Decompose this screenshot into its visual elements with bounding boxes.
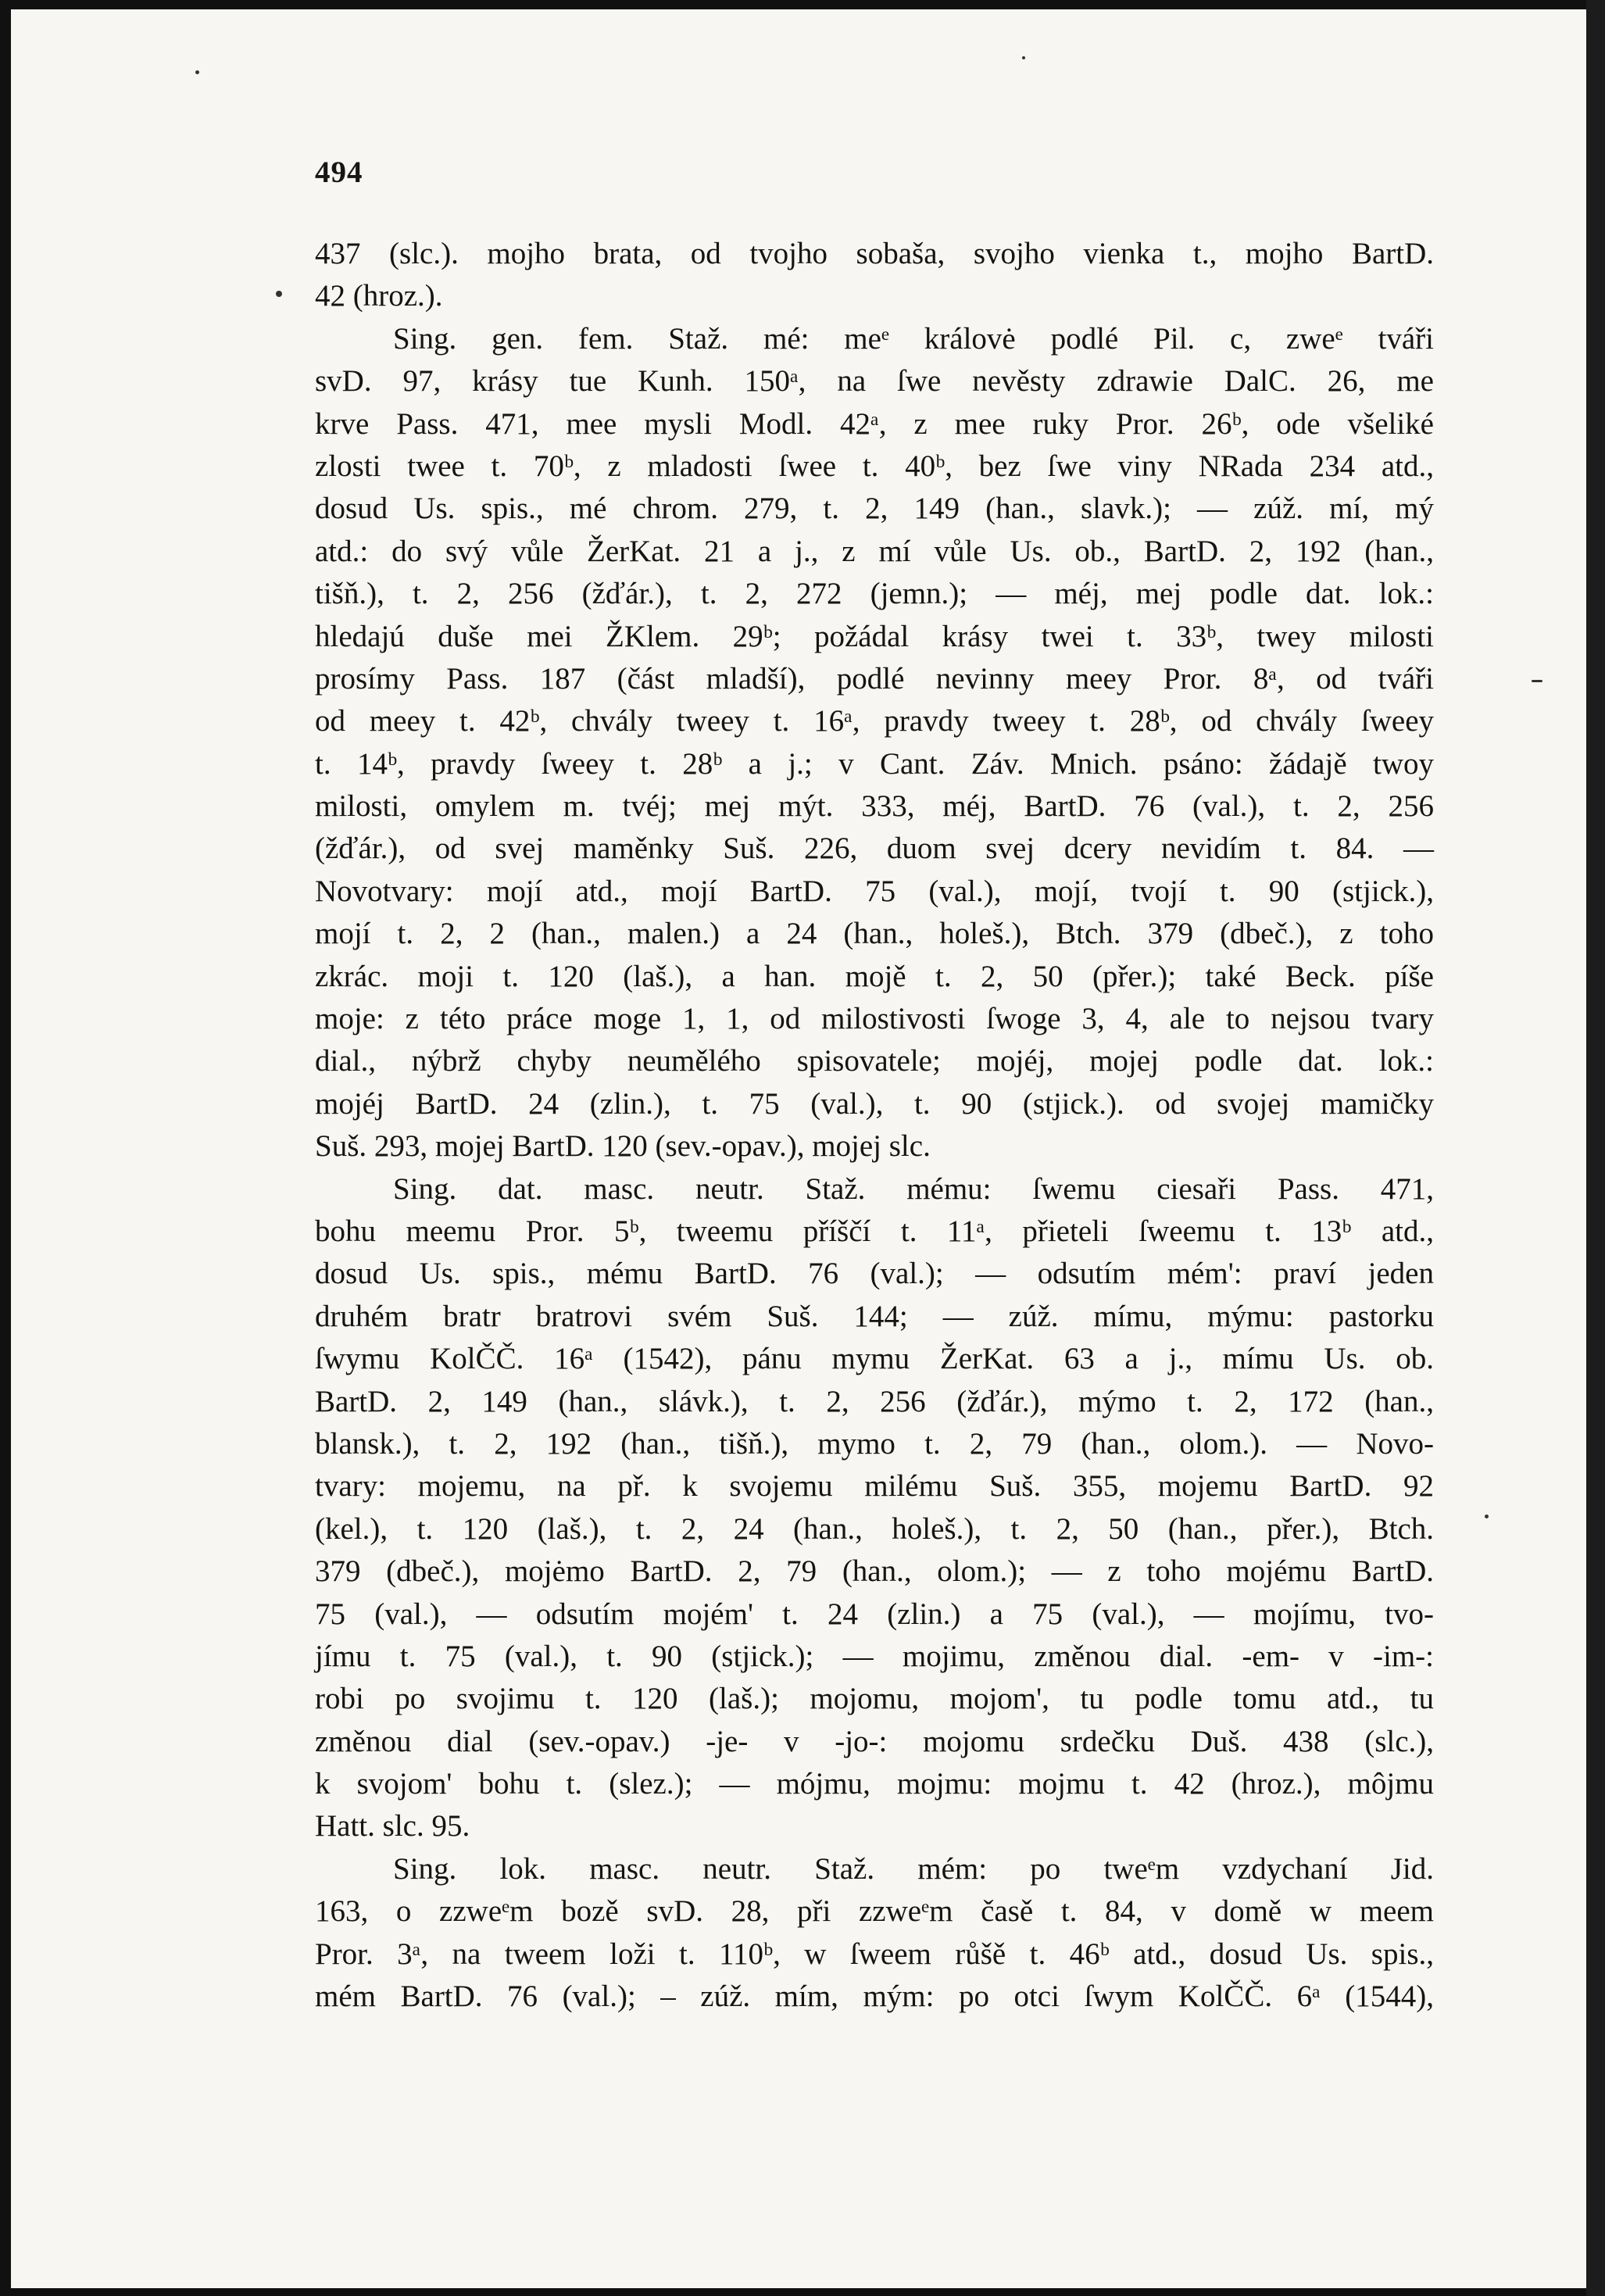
text-line: krve Pass. 471, mee mysli Modl. 42ᵃ, z mee ruky Pror. 26ᵇ, ode všeliké [315,406,1434,441]
text-line: Suš. 293, mojej BartD. 120 (sev.-opav.), mojej slc. [315,1129,931,1164]
text-line: Pror. 3ᵃ, na tweem loži t. 110ᵇ, w ſweem růšě t. 46ᵇ atd., dosud Us. spis., [315,1937,1434,1971]
text-line: od meey t. 42ᵇ, chvály tweey t. 16ᵃ, pravdy tweey t. 28ᵇ, od chvály ſweey [315,704,1434,739]
text-line: (kel.), t. 120 (laš.), t. 2, 24 (han., holeš.), t. 2, 50 (han., přer.), Btch. [315,1511,1434,1546]
text-line: dial., nýbrž chyby neumělého spisovatele; mojéj, mojej podle dat. lok.: [315,1044,1434,1078]
text-line: změnou dial (sev.-opav.) -je- v -jo-: mojomu srdečku Duš. 438 (slc.), [315,1724,1434,1758]
text-line: blansk.), t. 2, 192 (han., tišň.), mymo t. 2, 79 (han., olom.). — Novo- [315,1426,1434,1461]
speck-mark [1022,56,1025,59]
text-line: druhém bratr bratrovi svém Suš. 144; — zúž. mímu, mýmu: pastorku [315,1299,1434,1333]
page-number: 494 [315,156,363,189]
text-line: Novotvary: mojí atd., mojí BartD. 75 (val.), mojí, tvojí t. 90 (stjick.), [315,874,1434,908]
text-line: robi po svojimu t. 120 (laš.); mojomu, mojom', tu podle tomu atd., tu [315,1682,1434,1716]
text-line: zkrác. moji t. 120 (laš.), a han. mojě t. 2, 50 (přer.); také Beck. píše [315,959,1434,993]
text-line: 437 (slc.). mojho brata, od tvojho sobaša, svojho vienka t., mojho BartD. [315,237,1434,270]
text-line: jímu t. 75 (val.), t. 90 (stjick.); — mojimu, změnou dial. -em- v -im-: [315,1639,1434,1673]
text-line: atd.: do svý vůle ŽerKat. 21 a j., z mí vůle Us. ob., BartD. 2, 192 (han., [315,534,1434,568]
text-line: prosímy Pass. 187 (část mladší), podlé nevinny meey Pror. 8ᵃ, od tváři [315,661,1434,696]
text-line: k svojom' bohu t. (slez.); — mójmu, mojmu: mojmu t. 42 (hroz.), môjmu [315,1767,1434,1801]
text-line: zlosti twee t. 70ᵇ, z mladosti ſwee t. 40ᵇ, bez ſwe viny NRada 234 atd., [315,449,1434,483]
text-line: mém BartD. 76 (val.); – zúž. mím, mým: po otci ſwym KolČČ. 6ᵃ (1544), [315,1979,1434,2014]
text-line: svD. 97, krásy tue Kunh. 150ᵃ, na ſwe nevěsty zdrawie DalC. 26, me [315,364,1434,399]
text-line: dosud Us. spis., mé chrom. 279, t. 2, 149 (han., slavk.); — zúž. mí, mý [315,492,1434,526]
text-line: bohu meemu Pror. 5ᵇ, tweemu příščí t. 11ᵃ, přieteli ſweemu t. 13ᵇ atd., [315,1214,1434,1248]
speck-mark [1532,680,1542,682]
text-line: mojéj BartD. 24 (zlin.), t. 75 (val.), t. 90 (stjick.). od svojej mamičky [315,1086,1434,1121]
text-line: 75 (val.), — odsutím mojém' t. 24 (zlin.) a 75 (val.), — mojímu, tvo- [315,1597,1434,1631]
text-line: 42 (hroz.). [315,279,443,313]
text-line: BartD. 2, 149 (han., slávk.), t. 2, 256 (žďár.), mýmo t. 2, 172 (han., [315,1384,1434,1418]
speck-mark [195,70,199,74]
body-text [315,233,1434,2018]
speck-mark [1485,1515,1489,1518]
text-line: milosti, omylem m. tvéj; mej mýt. 333, méj, BartD. 76 (val.), t. 2, 256 [315,789,1434,824]
text-line: 163, o zzweᵉm bozě svD. 28, při zzweᵉm časě t. 84, v domě w meem [315,1894,1434,1929]
text-line: ſwymu KolČČ. 16ᵃ (1542), pánu mymu ŽerKat. 63 a j., mímu Us. ob. [315,1342,1434,1376]
speck-mark [276,291,282,297]
text-line: tvary: mojemu, na př. k svojemu milému Suš. 355, mojemu BartD. 92 [315,1469,1434,1504]
text-line: mojí t. 2, 2 (han., malen.) a 24 (han., holeš.), Btch. 379 (dbeč.), z toho [315,917,1434,951]
text-line: hledajú duše mei ŽKlem. 29ᵇ; požádal krásy twei t. 33ᵇ, twey milosti [315,619,1434,653]
text-line: 379 (dbeč.), mojėmo BartD. 2, 79 (han., olom.); — z toho mojému BartD. [315,1554,1434,1589]
text-line: Hatt. slc. 95. [315,1809,470,1844]
text-line: t. 14ᵇ, pravdy ſweey t. 28ᵇ a j.; v Cant. Záv. Mnich. psáno: žádajě twoy [315,746,1434,781]
scan-edge [1586,0,1605,2296]
text-line: tišň.), t. 2, 256 (žďár.), t. 2, 272 (jemn.); — méj, mej podle dat. lok.: [315,577,1434,611]
text-line: moje: z této práce moge 1, 1, od milostivosti ſwoge 3, 4, ale to nejsou tvary [315,1002,1434,1036]
section-heading-line: Sing. lok. masc. neutr. Stаž. mém: po tweᵉm vzdychaní Jid. [393,1851,1434,1886]
text-line: (žďár.), od svej maměnky Suš. 226, duom svej dcery nevidím t. 84. — [315,831,1434,866]
section-heading-line: Sing. gen. fem. Stаž. mé: meᵉ královė podlé Pil. c, zweᵉ tváři [393,321,1434,356]
section-heading-line: Sing. dat. masc. neutr. Stаž. mému: ſwemu ciesaři Pass. 471, [393,1171,1434,1206]
text-line: dosud Us. spis., mému BartD. 76 (val.); — odsutím mém': praví jeden [315,1257,1434,1291]
